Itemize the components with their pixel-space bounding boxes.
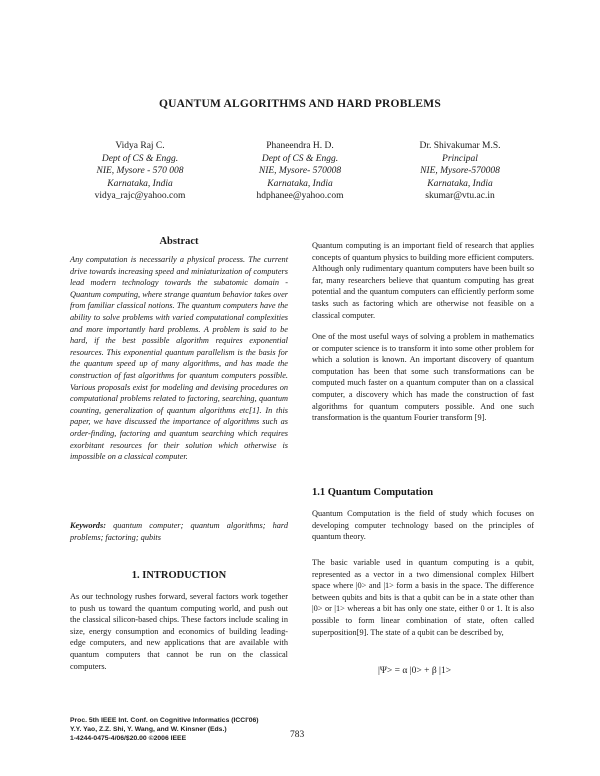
author-place: Karnataka, India — [107, 178, 173, 189]
author-place: Karnataka, India — [427, 178, 493, 189]
author-2 — [220, 140, 380, 203]
author-dept: Dept of CS & Engg. — [101, 153, 179, 164]
author-1 — [60, 140, 220, 203]
footer-line-3: 1-4244-0475-4/06/$20.00 ©2006 IEEE — [70, 735, 187, 742]
author-block — [60, 140, 540, 203]
page-number: 783 — [290, 730, 305, 740]
abstract-text: Any computation is necessarily a physical process. The current drive towards increasing speed and miniaturization of computers lead modern technology towards the subatomic domain - Quantum computing, where strange quantum behavior takes over from familiar classical notions. The quantum computers have the ability to solve problems with varied computational complexities and more importantly hard problems. A problem is said to be hard, if the best possible algorithm requires exponential resources. This exponential quantum parallelism is the basis for the quantum speed up of many algorithms, and has made the construction of fast algorithms for quantum computers possible. Various proposals exist for modeling and devising procedures on computational problems related to factoring, searching, quantum counting, generalization of quantum algorithms etc[1]. In this paper, we have discussed the importance of algorithms such as order-finding, factoring and quantum searching which requires exorbitant resources for their solution which otherwise is impossible on a classical computer. — [70, 255, 288, 462]
author-institution: NIE, Mysore- 570008 — [258, 166, 342, 176]
conference-footer — [70, 716, 320, 743]
paper-title: QUANTUM ALGORITHMS AND HARD PROBLEMS — [159, 98, 441, 110]
introduction-heading: 1. INTRODUCTION — [131, 570, 227, 581]
keywords-text: quantum computer; quantum algorithms; hard problems; factoring; qubits — [70, 521, 288, 542]
paragraph-text: One of the most useful ways of solving a problem in mathematics or computer science is to transform it into some other problem for which a solution is known. An important discovery of quantum computation has been that some such transformations can be computed much faster on a quantum computer than on a classical computer, a discovery which has made the construction of fast algorithms for quantum computers possible. And one such transformation is the quantum Fourier transform [9]. — [312, 332, 534, 423]
author-email: skumar@vtu.ac.in — [425, 191, 495, 201]
author-dept: Principal — [442, 153, 478, 164]
right-paragraph-2 — [312, 331, 534, 424]
right-paragraph-1 — [312, 240, 534, 321]
section-heading-quantum-computation: 1.1 Quantum Computation — [312, 487, 434, 498]
keywords — [70, 520, 288, 543]
paragraph-text: Quantum Computation is the field of study which focuses on developing computer technology based on the principles of quantum theory. — [312, 509, 534, 542]
author-name: Phaneendra H. D. — [266, 141, 334, 151]
abstract-body — [70, 254, 288, 463]
author-name: Vidya Raj C. — [115, 141, 165, 151]
paragraph-text: Quantum computing is an important field of research that applies concepts of quantum physics to building more efficient computers. Although only rudimentary quantum computers have been built so far, many researchers believe that quantum computing has great potential and the quantum computers can efficiently perform some tasks such as factoring which are otherwise not feasible on a classical computer. — [312, 241, 534, 320]
right-paragraph-4 — [312, 557, 534, 638]
keywords-label: Keywords: — [70, 521, 106, 530]
author-institution: NIE, Mysore-570008 — [420, 166, 500, 176]
qubit-equation: |Ψ> = α |0> + β |1> — [378, 666, 452, 676]
introduction-body — [70, 591, 288, 672]
author-email: hdphanee@yahoo.com — [256, 191, 344, 201]
paragraph-text: The basic variable used in quantum computing is a qubit, represented as a vector in a two dimensional complex Hilbert space where |0> and |1> form a basis in the space. The difference between qubits and bits is that a qubit can be in a state other than |0> or |1> whereas a bit has only one state, either 0 or 1. It is also possible to form linear combination of state, often called superposition[9]. The state of a qubit can be described by, — [312, 558, 534, 637]
introduction-text: As our technology rushes forward, several factors work together to push us toward the quantum computing world, and push out the classical silicon-based chips. These factors include scaling in size, energy consumption and economics of building leading-edge computers, and new applications that are available with quantum computers that cannot be run on the classical computers. — [70, 592, 288, 671]
author-email: vidya_rajc@yahoo.com — [94, 191, 186, 201]
author-place: Karnataka, India — [267, 178, 333, 189]
right-paragraph-3 — [312, 508, 534, 543]
author-3 — [380, 140, 540, 203]
footer-line-2: Y.Y. Yao, Z.Z. Shi, Y. Wang, and W. Kinsner (Eds.) — [70, 726, 227, 733]
author-name: Dr. Shivakumar M.S. — [419, 141, 501, 151]
abstract-heading: Abstract — [159, 236, 199, 247]
author-institution: NIE, Mysore - 570 008 — [96, 166, 184, 176]
footer-line-1: Proc. 5th IEEE Int. Conf. on Cognitive Informatics (ICCI'06) — [70, 717, 259, 724]
author-dept: Dept of CS & Engg. — [261, 153, 339, 164]
